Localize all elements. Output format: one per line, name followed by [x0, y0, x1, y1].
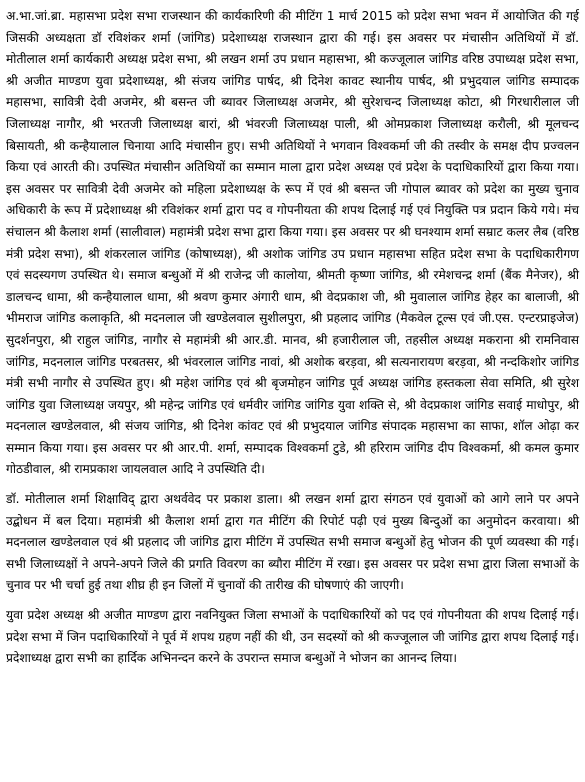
article-body — [6, 6, 579, 670]
paragraph-speeches: डॉ. मोतीलाल शर्मा शिक्षाविद् द्वारा अथर्ववेद पर प्रकाश डाला। श्री लखन शर्मा द्वारा संगठन एवं युवाओं को आगे लाने पर अपने उद्बोधन में बल दिया। महामंत्री श्री कैलाश शर्मा द्वारा गत मीटिंग की रिपोर्ट पढ़ी एवं मुख्य बिन्दुओं का अनुमोदन करवाया। श्री मदनलाल खण्डेलवाल एवं श्री प्रहलाद जी जांगिड द्वारा मीटिंग में उपस्थित सभी समाज बन्धुओं हेतु भोजन की पूर्ण व्यवस्था की गई। सभी जिलाध्यक्षों ने अपने-अपने जिले की प्रगति विवरण का ब्यौरा मीटिंग में रखा। इस अवसर पर प्रदेश सभा द्वारा जिला सभाओं के चुनाव पर भी चर्चा हुई तथा शीघ्र ही इन जिलों में चुनावों की तारीख की घोषणाएं की जाएगी। — [6, 492, 579, 593]
paragraph-oath-ceremony: युवा प्रदेश अध्यक्ष श्री अजीत माण्डण द्वारा नवनियुक्त जिला सभाओं के पदाधिकारियों को पद एवं गोपनीयता की शपथ दिलाई गई। प्रदेश सभा में जिन पदाधिकारियों ने पूर्व में शपथ ग्रहण नहीं की थी, उन सदस्यों को श्री कज्जूलाल जी जांगिड द्वारा शपथ दिलाई गई। प्रदेशाध्यक्ष द्वारा सभी का हार्दिक अभिनन्दन करने के उपरान्त समाज बन्धुओं ने भोजन का आनन्द लिया। — [6, 608, 579, 666]
paragraph-meeting-report: अ.भा.जां.ब्रा. महासभा प्रदेश सभा राजस्थान की कार्यकारिणी की मीटिंग 1 मार्च 2015 को प्रदेश सभा भवन में आयोजित की गई जिसकी अध्यक्षता डॉ रविशंकर शर्मा (जांगिड) प्रदेशाध्यक्ष राजस्थान द्वारा की गई। इस अवसर पर मंचासीन अतिथियों में डॉ. मोतीलाल शर्मा कार्यकारी अध्यक्ष प्रदेश सभा, श्री लखन शर्मा उप प्रधान महासभा, श्री कज्जूलाल जांगिड वरिष्ठ उपाध्यक्ष प्रदेश सभा, श्री अजीत माण्डण युवा प्रदेशाध्यक्ष, श्री संजय जांगिड पार्षद, श्री दिनेश कावट स्थानीय पार्षद, श्री प्रभुदयाल जांगिड सम्पादक महासभा, सावित्री देवी अजमेर, श्री बसन्त जी ब्यावर जिलाध्यक्ष अजमेर, श्री सुरेशचन्द जिलाध्यक्ष कोटा, श्री गिरधारीलाल जी जिलाध्यक्ष नागौर, श्री भरतजी जिलाध्यक्ष बारां, श्री भंवरजी जिलाध्यक्ष पाली, श्री ओमप्रकाश जिलाध्यक्ष करौली, श्री मूलचन्द बिसायती, श्री कन्हैयालाल चिनाया आदि मंचासीन हुए। सभी अतिथियों ने भगवान विश्वकर्मा जी की तस्वीर के समक्ष दीप प्रज्वलन किया एवं आरती की। उपस्थित मंचासीन अतिथियों का सम्मान माला द्वारा प्रदेश अध्यक्ष एवं प्रदेश के पदाधिकारियों द्वारा किया गया। इस अवसर पर सावित्री देवी अजमेर को महिला प्रदेशाध्यक्ष के रूप में एवं श्री बसन्त जी गोपाल ब्यावर को प्रदेश का मुख्य चुनाव अधिकारी के रूप में प्रदेशाध्यक्ष श्री रविशंकर शर्मा द्वारा पद व गोपनीयता की शपथ दिलाई गई एवं नियुक्ति पत्र प्रदान किये गये। मंच संचालन श्री कैलाश शर्मा (सालीवाल) महामंत्री प्रदेश सभा द्वारा किया गया। इस अवसर पर श्री घनश्याम शर्मा सम्राट कलर लैब (वरिष्ठ मंत्री प्रदेश सभा), श्री शंकरलाल जांगिड (कोषाध्यक्ष), श्री अशोक जांगिड उप प्रधान महासभा सहित प्रदेश सभा के पदाधिकारीगण एवं सदस्यगण उपस्थित थे। समाज बन्धुओं में श्री राजेन्द्र जी कालोया, श्रीमती कृष्णा जांगिड, श्री रमेशचन्द्र शर्मा (बैंक मैनेजर), श्री डालचन्द धामा, श्री कन्हैयालाल धामा, श्री श्रवण कुमार अंगारी धाम, श्री वेदप्रकाश जी, श्री मुवालाल जांगिड हेहर का बालाजी, श्री भीमराज जांगिड कलाकृति, श्री मदनलाल जी खण्डेलवाल सुशीलपुरा, श्री प्रहलाद जांगिड (मैकवेल टूल्स एवं जी.एस. एन्टरप्राइजेज) सुदर्शनपुरा, श्री राहुल जांगिड, नागौर से महामंत्री श्री आर.डी. मानव, श्री हजारीलाल जी, तहसील अध्यक्ष मकराना श्री रामनिवास जांगिड, मदनलाल जांगिड परबतसर, श्री भंवरलाल जांगिड नावां, श्री अशोक बरड़वा, श्री सत्यनारायण बरड़वा, श्री नन्दकिशोर जांगिड मंत्री सभी नागौर से उपस्थित हुए। श्री महेश जांगिड एवं श्री बृजमोहन जांगिड पूर्व अध्यक्ष जांगिड हस्तकला सेवा समिति, श्री सुरेश जांगिड युवा जिलाध्यक्ष जयपुर, श्री महेन्द्र जांगिड एवं धर्मवीर जांगिड जांगिड युवा शक्ति से, श्री वेदप्रकाश जांगिड सवाई माधोपुर, श्री मदनलाल खण्डेलवाल, श्री संजय जांगिड, श्री दिनेश कांवट एवं श्री प्रभुदयाल जांगिड संपादक महासभा का साफा, शॉल ओढ़ा कर सम्मान किया गया। इस अवसर पर श्री आर.पी. शर्मा, सम्पादक विश्वकर्मा टुडे, श्री हरिराम जांगिड दीप विश्वकर्मा, श्री कमल कुमार गोठडीवाल, श्री रामप्रकाश जायलवाल आदि ने उपस्थिति दी। — [6, 9, 579, 477]
